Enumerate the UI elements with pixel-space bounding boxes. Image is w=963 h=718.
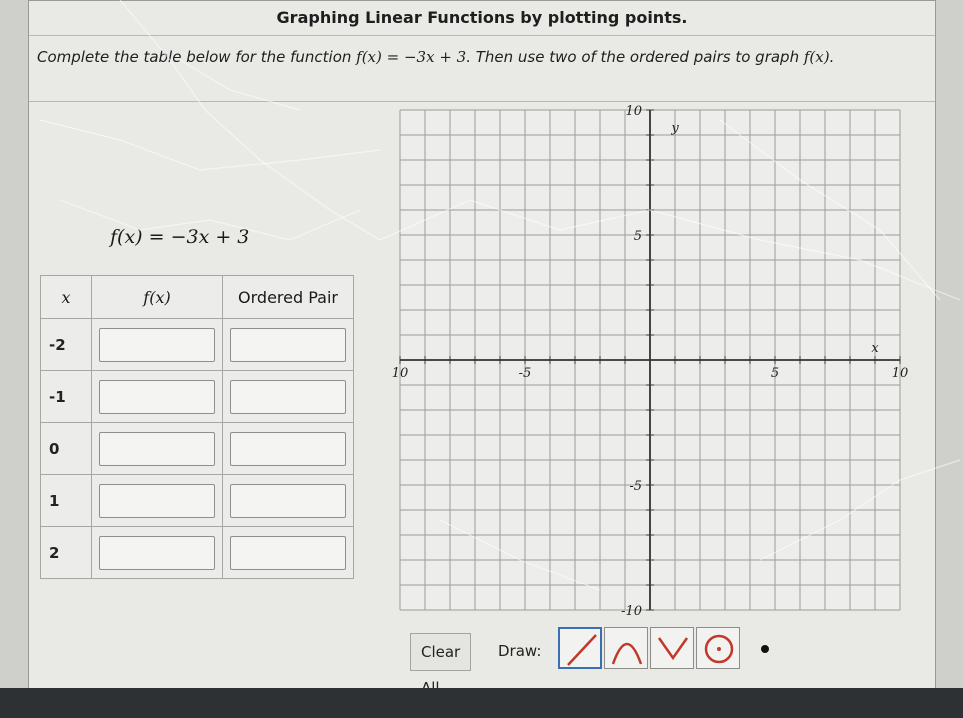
- x-axis-label: x: [871, 341, 879, 356]
- line-tool-icon[interactable]: [558, 627, 602, 669]
- y-tick-label: 10: [625, 104, 642, 119]
- fx-input[interactable]: [99, 380, 215, 414]
- instructions-part3: .: [829, 48, 835, 66]
- y-axis-label: y: [671, 121, 679, 136]
- ordered-pair-input[interactable]: [230, 328, 346, 362]
- function-label: f(x) = −3x + 3: [110, 226, 250, 248]
- fx-input[interactable]: [99, 536, 215, 570]
- y-tick-label: -5: [629, 479, 642, 494]
- point-tool-icon[interactable]: [742, 627, 786, 669]
- page-title: Graphing Linear Functions by plotting points.: [276, 8, 688, 27]
- coordinate-grid[interactable]: [390, 100, 930, 625]
- column-header-fx: f(x): [92, 276, 223, 319]
- absolute-value-tool-icon[interactable]: [650, 627, 694, 669]
- values-table: [40, 275, 354, 579]
- instructions-part2: . Then use two of the ordered pairs to graph: [466, 48, 804, 66]
- instructions-part1: Complete the table below for the function: [37, 48, 357, 66]
- x-tick-label: 5: [770, 366, 780, 381]
- fx-input[interactable]: [99, 484, 215, 518]
- table-header-row: [41, 276, 354, 319]
- table-row: [41, 475, 354, 527]
- table-row: [41, 371, 354, 423]
- parabola-tool-icon[interactable]: [604, 627, 648, 669]
- ordered-pair-input[interactable]: [230, 380, 346, 414]
- clear-all-button[interactable]: Clear: [410, 633, 471, 671]
- fx-input[interactable]: [99, 432, 215, 466]
- y-tick-label: -10: [621, 604, 642, 619]
- column-header-ordered-pair: Ordered Pair: [223, 276, 354, 319]
- circle-tool-icon[interactable]: [696, 627, 740, 669]
- ordered-pair-input[interactable]: [230, 432, 346, 466]
- screen-bezel: [0, 688, 963, 718]
- table-row: [41, 423, 354, 475]
- table-row: [41, 527, 354, 579]
- y-tick-label: 5: [633, 229, 642, 244]
- ordered-pair-input[interactable]: [230, 536, 346, 570]
- column-header-x: x: [41, 276, 92, 319]
- ordered-pair-input[interactable]: [230, 484, 346, 518]
- x-tick-label: -5: [518, 366, 532, 381]
- title-bar: [29, 1, 935, 36]
- x-value: -1: [41, 371, 92, 423]
- x-value: 0: [41, 423, 92, 475]
- x-value: 2: [41, 527, 92, 579]
- x-value: -2: [41, 319, 92, 371]
- table-row: [41, 319, 354, 371]
- instructions-text: [37, 45, 917, 69]
- draw-label: Draw:: [498, 642, 542, 660]
- instructions-target: f(x): [803, 48, 830, 66]
- x-value: 1: [41, 475, 92, 527]
- x-tick-label: 10: [891, 366, 909, 381]
- instructions-function: f(x) = −3x + 3: [356, 48, 467, 66]
- x-tick-label: 10: [391, 366, 409, 381]
- fx-input[interactable]: [99, 328, 215, 362]
